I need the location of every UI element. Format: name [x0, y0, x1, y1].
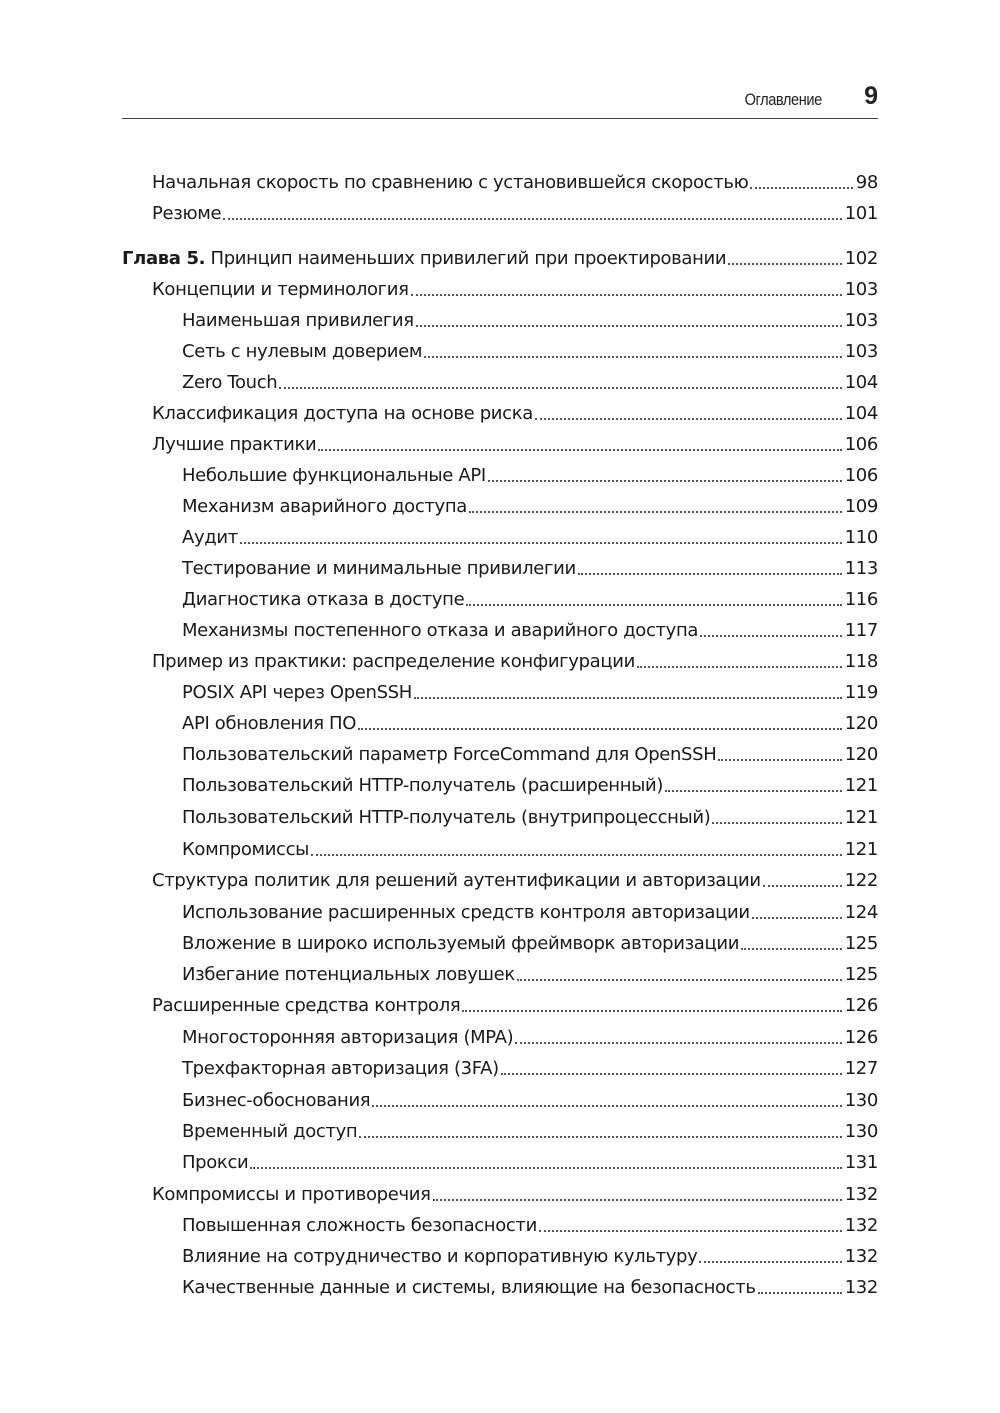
toc-entry-title	[122, 248, 726, 270]
toc-entry-title	[152, 870, 761, 892]
toc-entry[interactable]	[182, 1052, 878, 1080]
toc-entry-title	[152, 995, 460, 1017]
toc-page-number: 125	[844, 933, 878, 954]
toc-page-number: 130	[844, 1090, 878, 1111]
toc-entry-title	[182, 1277, 756, 1299]
toc-entry-title	[152, 279, 409, 301]
dot-leader	[462, 1010, 841, 1012]
toc-entry-title	[182, 902, 750, 924]
toc-entry[interactable]	[182, 676, 878, 704]
toc-entry-title	[182, 372, 277, 394]
toc-entry-text: Повышенная сложность безопасности	[182, 1215, 537, 1236]
toc-entry[interactable]	[182, 833, 878, 861]
dot-leader	[665, 790, 842, 792]
toc-page-number: 119	[844, 682, 878, 703]
toc-entry[interactable]	[182, 1271, 878, 1299]
toc-entry-text: Пользовательский параметр ForceCommand для OpenSSH	[182, 744, 717, 765]
toc-page-number: 120	[844, 744, 878, 765]
dot-leader	[728, 263, 841, 265]
toc-entry-text: Бизнес-обоснования	[182, 1090, 371, 1111]
toc-entry[interactable]	[182, 958, 878, 986]
toc-page-number: 113	[844, 558, 878, 579]
toc-entry-text: Пользовательский HTTP-получатель (внутрипроцессный)	[182, 807, 711, 828]
toc-entry-text: Лучшие практики	[152, 434, 317, 455]
toc-page-number: 125	[844, 964, 878, 985]
toc-entry[interactable]	[182, 707, 878, 735]
toc-entry-title	[182, 341, 422, 363]
toc-entry-title	[182, 839, 309, 861]
toc-entry[interactable]	[182, 1115, 878, 1143]
toc-page-number: 131	[844, 1152, 878, 1173]
toc-entry-title	[182, 1215, 537, 1237]
toc-entry[interactable]	[182, 738, 878, 766]
dot-leader	[416, 325, 842, 327]
toc-entry-title	[152, 434, 316, 456]
dot-leader	[752, 917, 842, 919]
toc-page-number: 104	[844, 372, 878, 393]
toc-entry-text: Резюме	[152, 203, 222, 224]
toc-page-number: 132	[844, 1215, 878, 1236]
toc-page-number: 103	[844, 310, 878, 331]
toc-page-number: 106	[844, 434, 878, 455]
toc-entry[interactable]	[152, 1178, 878, 1206]
dot-leader	[279, 387, 841, 389]
toc-entry-text: Временный доступ	[182, 1121, 358, 1142]
dot-leader	[750, 187, 852, 189]
toc-entry[interactable]	[152, 428, 878, 456]
toc-entry-title	[182, 933, 739, 955]
toc-entry-text: Прокси	[182, 1152, 249, 1173]
toc-entry-text: Тестирование и минимальные привилегии	[182, 558, 576, 579]
toc-entry-text: Начальная скорость по сравнению с установившейся скоростью	[152, 172, 749, 193]
toc-page-number: 120	[844, 713, 878, 734]
toc-page-number: 110	[844, 527, 878, 548]
toc-entry-title	[182, 310, 414, 332]
toc-entry[interactable]	[152, 864, 878, 892]
toc-entry[interactable]	[182, 927, 878, 955]
toc-entry[interactable]	[182, 335, 878, 363]
toc-page-number: 132	[844, 1246, 878, 1267]
toc-entry-title	[182, 558, 576, 580]
toc-page-number: 98	[855, 172, 878, 193]
toc-entry[interactable]	[182, 614, 878, 642]
dot-leader	[535, 418, 842, 420]
toc-entry-title	[182, 964, 515, 986]
toc-entry-text: Компромиссы и противоречия	[152, 1184, 431, 1205]
dot-leader	[424, 356, 842, 358]
dot-leader	[359, 1136, 841, 1138]
toc-page-number: 121	[844, 807, 878, 828]
toc-entry[interactable]	[182, 1084, 878, 1112]
toc-page-number: 103	[844, 279, 878, 300]
header-title: Оглавление	[744, 90, 822, 109]
toc-entry-title	[152, 403, 533, 425]
toc-page-number: 130	[844, 1121, 878, 1142]
toc-page-number: 118	[844, 651, 878, 672]
toc-entry-text: Наименьшая привилегия	[182, 310, 414, 331]
toc-entry-title	[182, 465, 486, 487]
toc-entry-title	[152, 1184, 431, 1206]
toc-page-number: 121	[844, 775, 878, 796]
toc-entry-text: Избегание потенциальных ловушек	[182, 964, 515, 985]
toc-entry[interactable]	[122, 242, 878, 270]
toc-entry-title	[182, 1058, 499, 1080]
dot-leader	[637, 666, 842, 668]
toc-page-number: 106	[844, 465, 878, 486]
dot-leader	[741, 948, 842, 950]
toc-page-number: 124	[844, 902, 878, 923]
toc-entry[interactable]	[182, 583, 878, 611]
toc-entry-text: Сеть с нулевым доверием	[182, 341, 423, 362]
toc-entry[interactable]	[152, 645, 878, 673]
toc-entry-text: Механизмы постепенного отказа и аварийного доступа	[182, 620, 699, 641]
toc-entry-text: Использование расширенных средств контроля авторизации	[182, 902, 750, 923]
toc-page-number: 103	[844, 341, 878, 362]
dot-leader	[414, 697, 842, 699]
toc-entry[interactable]	[152, 197, 878, 225]
toc-entry[interactable]	[152, 273, 878, 301]
toc-entry[interactable]	[152, 989, 878, 1017]
toc-page-number: 104	[844, 403, 878, 424]
toc-entry[interactable]	[182, 490, 878, 518]
toc-entry-text: API обновления ПО	[182, 713, 357, 734]
toc-entry-title	[152, 651, 635, 673]
dot-leader	[372, 1105, 841, 1107]
dot-leader	[223, 218, 841, 220]
toc-entry-text: Концепции и терминология	[152, 279, 409, 300]
toc-entry-title	[182, 713, 356, 735]
dot-leader	[758, 1292, 842, 1294]
toc-entry-title	[182, 1027, 513, 1049]
toc-entry-text: Компромиссы	[182, 839, 310, 860]
dot-leader	[517, 979, 842, 981]
dot-leader	[240, 542, 842, 544]
dot-leader	[469, 511, 842, 513]
toc-entry-title	[182, 1246, 697, 1268]
toc-entry-text: Трехфакторная авторизация (3FA)	[182, 1058, 499, 1079]
dot-leader	[578, 573, 842, 575]
toc-entry-text: Механизм аварийного доступа	[182, 496, 467, 517]
toc-entry-title	[182, 620, 698, 642]
chapter-label: Глава 5.	[122, 248, 206, 269]
toc-entry-title	[182, 1121, 357, 1143]
dot-leader	[699, 1261, 841, 1263]
dot-leader	[763, 885, 842, 887]
dot-leader	[311, 854, 842, 856]
toc-entry-title	[182, 496, 467, 518]
toc-entry-text: POSIX API через OpenSSH	[182, 682, 412, 703]
toc-entry-text: Аудит	[182, 527, 238, 548]
toc-entry[interactable]	[182, 1240, 878, 1268]
dot-leader	[515, 1042, 841, 1044]
dot-leader	[466, 604, 841, 606]
toc-page-number: 101	[844, 203, 878, 224]
toc-entry-text: Влияние на сотрудничество и корпоративную культуру	[182, 1246, 698, 1267]
toc-entry[interactable]	[152, 397, 878, 425]
toc-entry[interactable]	[182, 801, 878, 829]
toc-page-number: 116	[844, 589, 878, 610]
toc-entry[interactable]	[152, 166, 878, 194]
toc-entry-text: Расширенные средства контроля	[152, 995, 461, 1016]
dot-leader	[411, 294, 842, 296]
toc-page-number: 126	[844, 995, 878, 1016]
dot-leader	[501, 1073, 842, 1075]
dot-leader	[358, 728, 842, 730]
toc-page-number: 132	[844, 1184, 878, 1205]
toc-entry-title	[182, 744, 716, 766]
dot-leader	[718, 759, 841, 761]
dot-leader	[433, 1199, 842, 1201]
toc-entry-title	[182, 589, 464, 611]
toc-entry[interactable]	[182, 1209, 878, 1237]
toc-entry-title	[182, 807, 710, 829]
dot-leader	[712, 822, 841, 824]
dot-leader	[539, 1230, 842, 1232]
toc-page-number: 122	[844, 870, 878, 891]
toc-entry-title	[182, 775, 663, 797]
toc-entry-text: Пример из практики: распределение конфигурации	[152, 651, 635, 672]
toc-entry-text: Zero Touch	[182, 372, 278, 393]
toc-entry-text: Принцип наименьших привилегий при проектировании	[210, 248, 727, 269]
toc-entry[interactable]	[182, 304, 878, 332]
dot-leader	[250, 1167, 841, 1169]
toc-page-number: 117	[844, 620, 878, 641]
toc-entry[interactable]	[182, 552, 878, 580]
dot-leader	[700, 635, 842, 637]
toc-entry-title	[182, 1090, 370, 1112]
dot-leader	[318, 449, 841, 451]
toc-page-number: 127	[844, 1058, 878, 1079]
toc-entry[interactable]	[182, 459, 878, 487]
toc-page-number: 126	[844, 1027, 878, 1048]
toc-entry[interactable]	[182, 1146, 878, 1174]
toc-entry-title	[152, 203, 221, 225]
toc-entry-text: Многосторонняя авторизация (MPA)	[182, 1027, 514, 1048]
toc-entry-text: Классификация доступа на основе риска	[152, 403, 533, 424]
toc-page-number: 109	[844, 496, 878, 517]
toc-entry-title	[182, 1152, 248, 1174]
toc-entry-text: Небольшие функциональные API	[182, 465, 486, 486]
toc-entry-title	[182, 682, 412, 704]
toc-entry[interactable]	[182, 896, 878, 924]
toc-entry[interactable]	[182, 521, 878, 549]
toc-entry-text: Структура политик для решений аутентификации и авторизации	[152, 870, 761, 891]
toc-entry[interactable]	[182, 769, 878, 797]
running-header	[122, 84, 878, 119]
toc-entry-title	[152, 172, 748, 194]
toc-entry[interactable]	[182, 366, 878, 394]
toc-page-number: 132	[844, 1277, 878, 1298]
toc-entry-text: Вложение в широко используемый фреймворк авторизации	[182, 933, 740, 954]
page-number: 9	[864, 82, 878, 110]
toc-entry-title	[182, 527, 238, 549]
toc-entry-text: Качественные данные и системы, влияющие на безопасность	[182, 1277, 756, 1298]
toc-page-number: 121	[844, 839, 878, 860]
toc-entry-text: Диагностика отказа в доступе	[182, 589, 465, 610]
toc-entry[interactable]	[182, 1021, 878, 1049]
toc-entry-text: Пользовательский HTTP-получатель (расширенный)	[182, 775, 664, 796]
dot-leader	[488, 480, 842, 482]
toc-page-number: 102	[844, 248, 878, 269]
